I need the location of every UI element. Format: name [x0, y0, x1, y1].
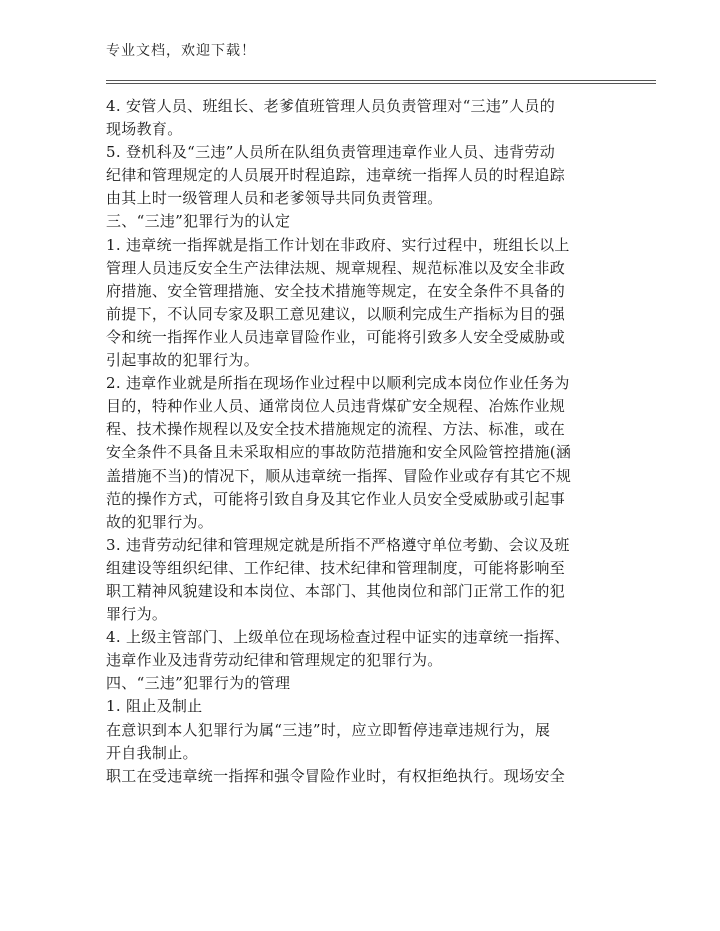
text-line: 5. 登机科及“三违”人员所在队组负责管理违章作业人员、违背劳动: [106, 143, 556, 162]
text-line: 目的，特种作业人员、通常岗位人员违背煤矿安全规程、冶炼作业规: [106, 397, 566, 416]
subsection-heading: 1. 阻止及制止: [106, 697, 203, 716]
text-line: 在意识到本人犯罪行为属“三违”时，应立即暂停违章违规行为，展: [106, 720, 551, 739]
text-line: 2. 违章作业就是所指在现场作业过程中以顺利完成本岗位作业任务为: [106, 374, 570, 393]
text-line: 组建设等组织纪律、工作纪律、技术纪律和管理制度，可能将影响至: [106, 558, 566, 577]
text-line: 管理人员违反安全生产法律法规、规章规程、规范标准以及安全非政: [106, 258, 566, 277]
text-line: 程、技术操作规程以及安全技术措施规定的流程、方法、标准，或在: [106, 420, 566, 439]
text-line: 安全条件不具备且未采取相应的事故防范措施和安全风险管控措施(涵: [106, 443, 572, 462]
section-heading: 三、“三违”犯罪行为的认定: [106, 212, 291, 231]
text-line: 3. 违背劳动纪律和管理规定就是所指不严格遵守单位考勤、会议及班: [106, 535, 570, 554]
text-line: 府措施、安全管理措施、安全技术措施等规定，在安全条件不具备的: [106, 281, 566, 300]
section-heading: 四、“三违”犯罪行为的管理: [106, 674, 291, 693]
text-line: 范的操作方式，可能将引致自身及其它作业人员安全受威胁或引起事: [106, 489, 566, 508]
text-line: 前提下，不认同专家及职工意见建议，以顺利完成生产指标为目的强: [106, 304, 566, 323]
header-rule-top: [106, 80, 656, 81]
document-body: [106, 95, 626, 788]
text-line: 违章作业及违背劳动纪律和管理规定的犯罪行为。: [106, 651, 443, 670]
text-line: 令和统一指挥作业人员违章冒险作业，可能将引致多人安全受威胁或: [106, 327, 566, 346]
text-line: 现场教育。: [106, 120, 183, 139]
text-line: 故的犯罪行为。: [106, 512, 214, 531]
header-rule-bottom: [106, 83, 656, 84]
text-line: 4. 安管人员、班组长、老爹值班管理人员负责管理对“三违”人员的: [106, 97, 556, 115]
text-line: 职工精神风貌建设和本岗位、本部门、其他岗位和部门正常工作的犯: [106, 581, 566, 600]
text-line: 罪行为。: [106, 605, 168, 624]
text-line: 职工在受违章统一指挥和强令冒险作业时，有权拒绝执行。现场安全: [106, 766, 566, 785]
text-line: 开自我制止。: [106, 743, 198, 762]
text-line: 盖措施不当)的情况下，顺从违章统一指挥、冒险作业或存有其它不规: [106, 466, 572, 485]
text-line: 1. 违章统一指挥就是指工作计划在非政府、实行过程中，班组长以上: [106, 235, 570, 254]
text-line: 4. 上级主管部门、上级单位在现场检查过程中证实的违章统一指挥、: [106, 628, 570, 647]
text-line: 由其上时一级管理人员和老爹领导共同负责管理。: [106, 189, 443, 208]
text-line: 引起事故的犯罪行为。: [106, 351, 260, 370]
text-line: 纪律和管理规定的人员展开时程追踪，违章统一指挥人员的时程追踪: [106, 166, 566, 185]
page-header: 专业文档，欢迎下载！: [106, 43, 256, 59]
